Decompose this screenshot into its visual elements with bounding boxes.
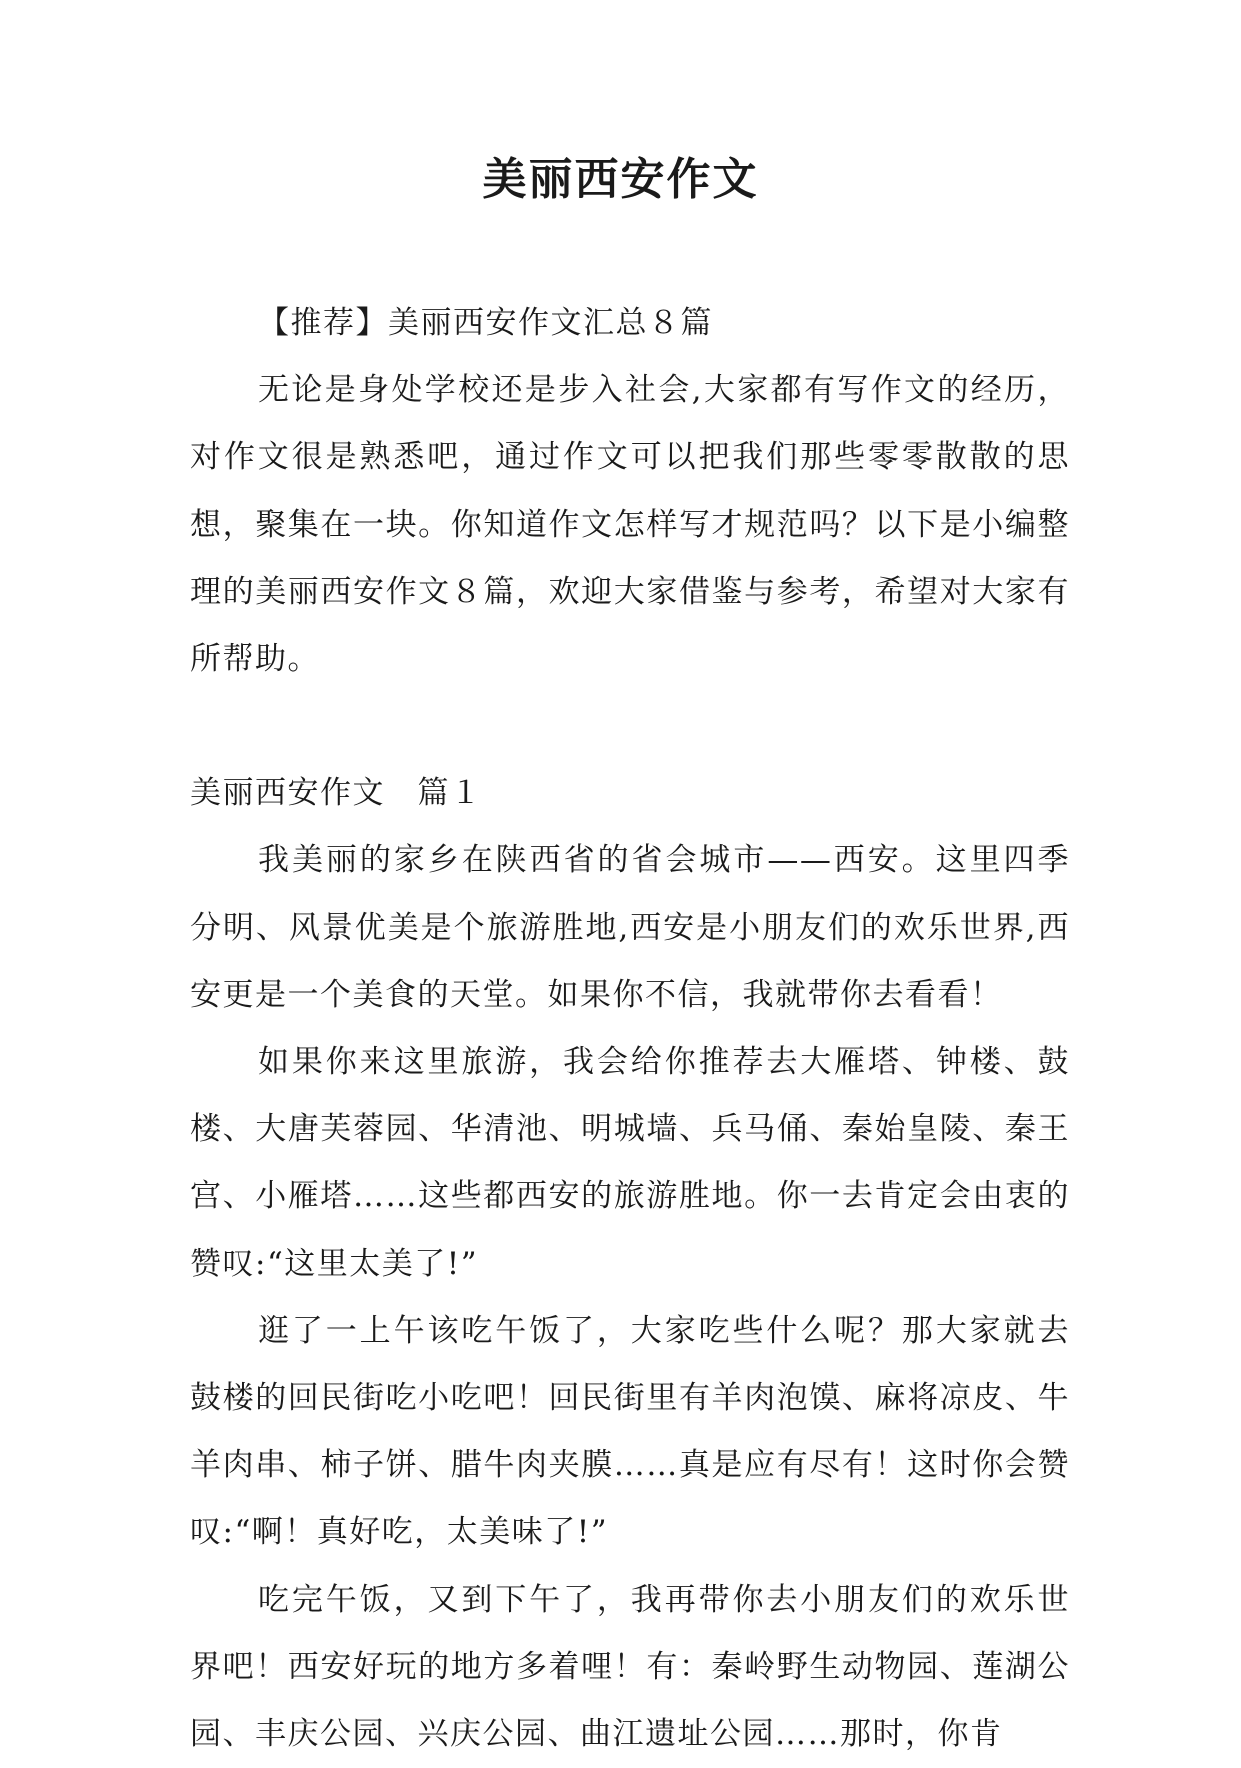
document-body	[190, 290, 1070, 1768]
intro-paragraph: 无论是身处学校还是步入社会,大家都有写作文的经历，对作文很是熟悉吧，通过作文可以把我们那些零零散散的思想，聚集在一块。你知道作文怎样写才规范吗？以下是小编整理的美丽西安作文８篇，欢迎大家借鉴与参考，希望对大家有所帮助。	[190, 372, 1070, 678]
section-spacer	[190, 693, 1070, 760]
page-title: 美丽西安作文	[482, 154, 759, 205]
body-paragraph: 逛了一上午该吃午饭了，大家吃些什么呢？那大家就去鼓楼的回民街吃小吃吧！回民街里有羊肉泡馍、麻将凉皮、牛羊肉串、柿子饼、腊牛肉夹膜……真是应有尽有！这时你会赞叹:“啊！真好吃，太美味了!”	[190, 1312, 1070, 1551]
body-paragraph: 我美丽的家乡在陕西省的省会城市——西安。这里四季分明、风景优美是个旅游胜地,西安是小朋友们的欢乐世界,西安更是一个美食的天堂。如果你不信，我就带你去看看！	[190, 842, 1070, 1013]
intro-heading: 【推荐】美丽西安作文汇总８篇	[258, 305, 713, 341]
body-paragraph: 吃完午饭，又到下午了，我再带你去小朋友们的欢乐世界吧！西安好玩的地方多着哩！有：秦岭野生动物园、莲湖公园、丰庆公园、兴庆公园、曲江遗址公园……那时，你肯	[190, 1581, 1070, 1753]
body-paragraph: 如果你来这里旅游，我会给你推荐去大雁塔、钟楼、鼓楼、大唐芙蓉园、华清池、明城墙、兵马俑、秦始皇陵、秦王宫、小雁塔……这些都西安的旅游胜地。你一去肯定会由衷的赞叹:“这里太美了!”	[190, 1044, 1070, 1282]
section-heading: 美丽西安作文 篇１	[190, 775, 483, 812]
